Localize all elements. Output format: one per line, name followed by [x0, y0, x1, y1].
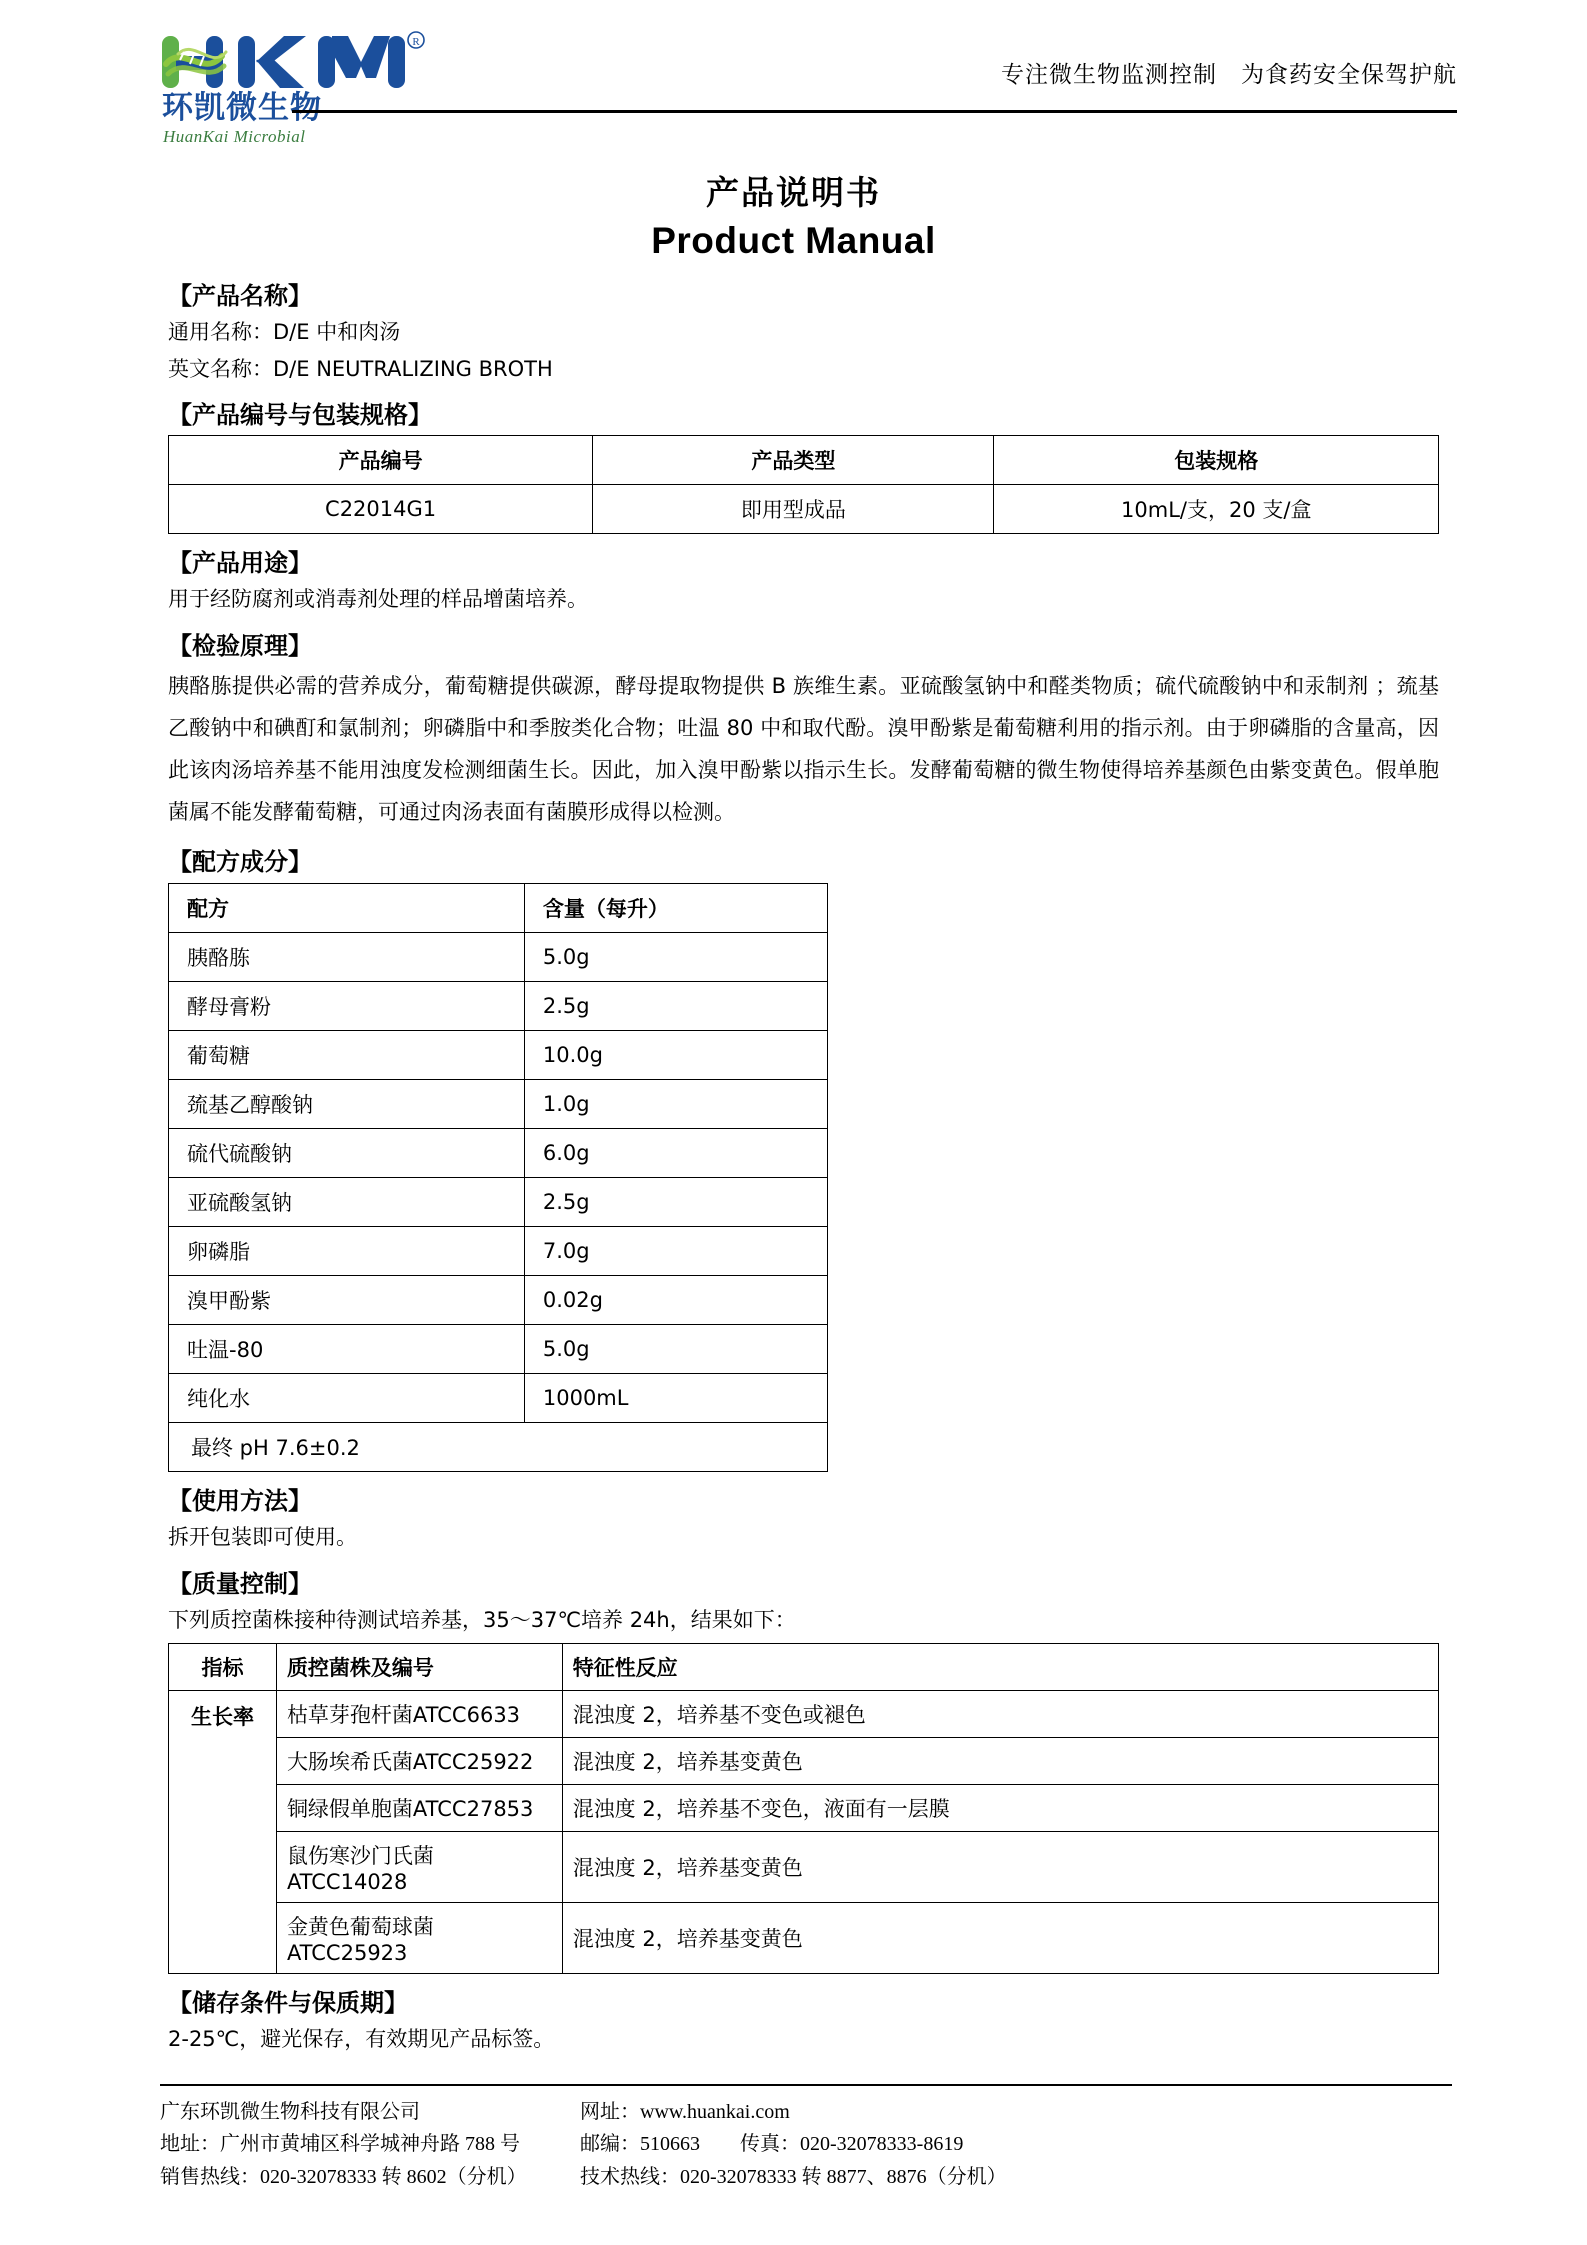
- page-header: [0, 0, 1587, 145]
- formula-ingredient: 硫代硫酸钠: [169, 1128, 525, 1177]
- qc-col-reaction: 特征性反应: [562, 1644, 1438, 1691]
- formula-table-header-row: [169, 883, 828, 932]
- quality-control-intro: 下列质控菌株接种待测试培养基，35～37℃培养 24h，结果如下：: [168, 1607, 796, 1632]
- formula-ingredient: 吐温-80: [169, 1324, 525, 1373]
- logo-chinese-name: 环凯微生物: [162, 90, 322, 126]
- footer-company: 广东环凯微生物科技有限公司: [160, 2100, 420, 2123]
- document-content: [0, 276, 1587, 2057]
- qc-table-header-row: [169, 1644, 1439, 1691]
- formula-amount: 7.0g: [524, 1226, 827, 1275]
- company-logo: [160, 0, 460, 147]
- spec-col-package: 包装规格: [994, 436, 1439, 485]
- table-row: [169, 1373, 828, 1422]
- common-name-label: 通用名称：: [168, 320, 273, 344]
- qc-group-label: 生长率: [169, 1691, 277, 1974]
- spec-table-header-row: [169, 436, 1439, 485]
- footer-divider: [160, 2084, 1452, 2086]
- spec-col-code: 产品编号: [169, 436, 593, 485]
- qc-reaction: 混浊度 2，培养基不变色，液面有一层膜: [562, 1785, 1438, 1832]
- page-title-en: Product Manual: [651, 220, 936, 261]
- header-divider: [292, 110, 1457, 113]
- formula-amount: 5.0g: [524, 932, 827, 981]
- table-row: [169, 1903, 1439, 1974]
- spec-type-value: 即用型成品: [593, 485, 994, 534]
- formula-amount: 1.0g: [524, 1079, 827, 1128]
- qc-strain: 金黄色葡萄球菌ATCC25923: [276, 1903, 562, 1974]
- table-row: [169, 1275, 828, 1324]
- formula-amount: 5.0g: [524, 1324, 827, 1373]
- qc-reaction: 混浊度 2，培养基变黄色: [562, 1903, 1438, 1974]
- table-row: [169, 1832, 1439, 1903]
- footer-postcode-fax: 邮编：510663 传真：020-32078333-8619: [580, 2133, 964, 2156]
- qc-col-index: 指标: [169, 1644, 277, 1691]
- footer-right-column: [580, 2096, 1452, 2193]
- formula-ingredient: 葡萄糖: [169, 1030, 525, 1079]
- english-name-label: 英文名称：: [168, 356, 273, 381]
- section-heading-formula: 【配方成分】: [168, 847, 312, 876]
- section-heading-principle: 【检验原理】: [168, 631, 312, 660]
- english-name-value: D/E NEUTRALIZING BROTH: [273, 356, 553, 381]
- table-row: [169, 1738, 1439, 1785]
- purpose-text: 用于经防腐剂或消毒剂处理的样品增菌培养。: [168, 587, 588, 612]
- table-row: [169, 485, 1439, 534]
- formula-amount: 6.0g: [524, 1128, 827, 1177]
- qc-reaction: 混浊度 2，培养基变黄色: [562, 1738, 1438, 1785]
- page-footer: [160, 2084, 1452, 2193]
- table-row: [169, 981, 828, 1030]
- spec-table: [168, 435, 1439, 534]
- footer-left-column: [160, 2096, 580, 2193]
- section-heading-quality-control: 【质量控制】: [168, 1569, 312, 1598]
- table-row: [169, 1079, 828, 1128]
- formula-ingredient: 巯基乙醇酸钠: [169, 1079, 525, 1128]
- product-english-name-row: [168, 352, 1439, 387]
- footer-website: 网址：www.huankai.com: [580, 2100, 790, 2123]
- spec-col-type: 产品类型: [593, 436, 994, 485]
- table-row: [169, 1324, 828, 1373]
- company-slogan: 专注微生物监测控制 为食药安全保驾护航: [1001, 62, 1457, 88]
- table-row: [169, 1691, 1439, 1738]
- formula-ingredient: 纯化水: [169, 1373, 525, 1422]
- qc-strain: 铜绿假单胞菌ATCC27853: [276, 1785, 562, 1832]
- footer-columns: [160, 2096, 1452, 2193]
- qc-strain: 鼠伤寒沙门氏菌ATCC14028: [276, 1832, 562, 1903]
- footer-tech-hotline: 技术热线：020-32078333 转 8877、8876（分机）: [580, 2165, 1007, 2188]
- table-row: [169, 1226, 828, 1275]
- formula-ingredient: 酵母膏粉: [169, 981, 525, 1030]
- footer-address: 地址：广州市黄埔区科学城神舟路 788 号: [160, 2133, 520, 2156]
- qc-reaction: 混浊度 2，培养基不变色或褪色: [562, 1691, 1438, 1738]
- formula-table: [168, 883, 828, 1472]
- page-title-cn: 产品说明书: [706, 173, 881, 212]
- storage-text: 2-25℃，避光保存，有效期见产品标签。: [168, 2027, 555, 2052]
- qc-col-strain: 质控菌株及编号: [276, 1644, 562, 1691]
- formula-ingredient: 胰酪胨: [169, 932, 525, 981]
- formula-col-name: 配方: [169, 883, 525, 932]
- product-common-name-row: [168, 315, 1439, 350]
- table-row: [169, 1128, 828, 1177]
- spec-code-value: C22014G1: [169, 485, 593, 534]
- section-heading-purpose: 【产品用途】: [168, 549, 312, 578]
- formula-ph-note: 最终 pH 7.6±0.2: [169, 1422, 828, 1471]
- qc-strain: 枯草芽孢杆菌ATCC6633: [276, 1691, 562, 1738]
- section-heading-storage: 【储存条件与保质期】: [168, 1989, 408, 2018]
- formula-amount: 1000mL: [524, 1373, 827, 1422]
- section-heading-spec: 【产品编号与包装规格】: [168, 401, 432, 430]
- method-text: 拆开包装即可使用。: [168, 1524, 357, 1549]
- svg-text:R: R: [412, 36, 420, 48]
- hkm-logo-icon: [160, 30, 430, 92]
- common-name-value: D/E 中和肉汤: [273, 320, 401, 344]
- formula-ingredient: 溴甲酚紫: [169, 1275, 525, 1324]
- principle-text: 胰酪胨提供必需的营养成分，葡萄糖提供碳源，酵母提取物提供 B 族维生素。亚硫酸氢钠中和醛类物质；硫代硫酸钠中和汞制剂 ；巯基乙酸钠中和碘酊和氯制剂；卵磷脂中和季胺类化合物；吐温 80 中和取代酚。溴甲酚紫是葡萄糖利用的指示剂。由于卵磷脂的含量高，因此该肉汤培养基不能用浊度发检测细菌生长。因此，加入溴甲酚紫以指示生长。发酵葡萄糖的微生物使得培养基颜色由紫变黄色。假单胞菌属不能发酵葡萄糖，可通过肉汤表面有菌膜形成得以检测。: [168, 673, 1439, 824]
- formula-col-amount: 含量（每升）: [524, 883, 827, 932]
- section-heading-method: 【使用方法】: [168, 1486, 312, 1515]
- qc-strain: 大肠埃希氏菌ATCC25922: [276, 1738, 562, 1785]
- formula-ph-row: [169, 1422, 828, 1471]
- table-row: [169, 1030, 828, 1079]
- formula-ingredient: 卵磷脂: [169, 1226, 525, 1275]
- formula-ingredient: 亚硫酸氢钠: [169, 1177, 525, 1226]
- formula-amount: 2.5g: [524, 981, 827, 1030]
- formula-amount: 0.02g: [524, 1275, 827, 1324]
- qc-reaction: 混浊度 2，培养基变黄色: [562, 1832, 1438, 1903]
- table-row: [169, 1177, 828, 1226]
- footer-sales-hotline: 销售热线：020-32078333 转 8602（分机）: [160, 2165, 527, 2188]
- table-row: [169, 1785, 1439, 1832]
- quality-control-table: [168, 1643, 1439, 1974]
- slogan-container: [460, 0, 1457, 89]
- formula-amount: 10.0g: [524, 1030, 827, 1079]
- formula-amount: 2.5g: [524, 1177, 827, 1226]
- logo-english-name: HuanKai Microbial: [163, 127, 306, 146]
- section-heading-product-name: 【产品名称】: [168, 282, 312, 310]
- table-row: [169, 932, 828, 981]
- spec-package-value: 10mL/支，20 支/盒: [994, 485, 1439, 534]
